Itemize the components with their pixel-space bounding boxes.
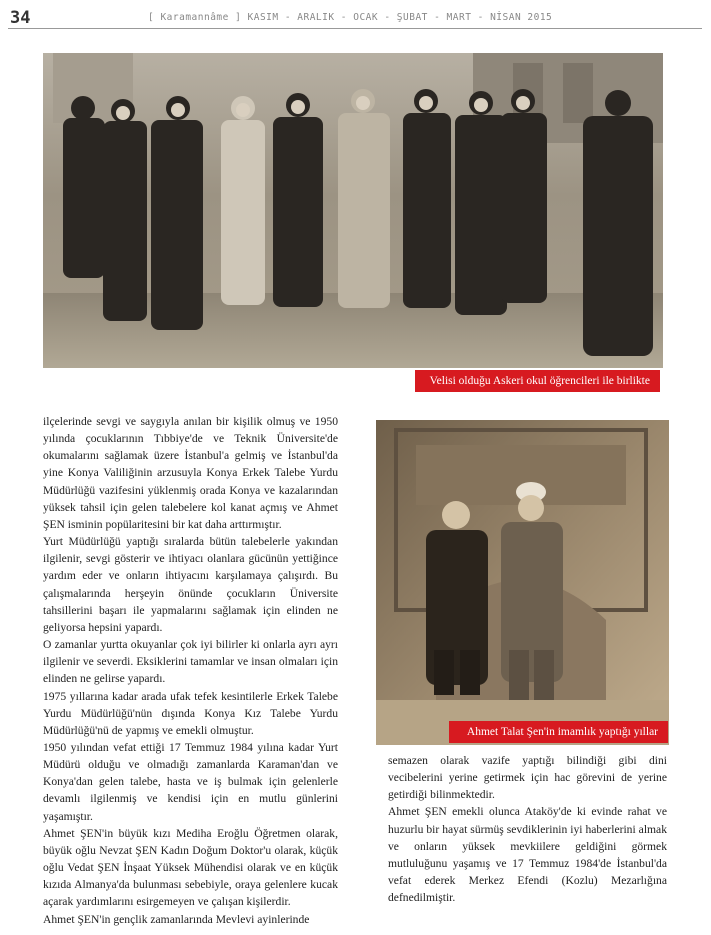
group-photo-caption: Velisi olduğu Askeri okul öğrencileri ile birlikte xyxy=(415,370,660,392)
running-title: [ Karamannâme ] KASIM - ARALIK - OCAK - ŞUBAT - MART - NİSAN 2015 xyxy=(148,12,553,23)
group-photo xyxy=(43,53,663,368)
paragraph: Ahmet ŞEN emekli olunca Ataköy'de ki evinde rahat ve huzurlu bir hayat sürmüş sevdiklerinin iyi haberlerini almak ve onların yüksek mevkiilere geldiğini görmek mutluluğunu yaşamış ve 17 Temmuz 1984'de İstanbul'da vefat ederek Merkez Efendi (Kozlu) Mezarlığına defnedilmiştir. xyxy=(388,805,667,905)
paragraph: Yurt Müdürlüğü yaptığı sıralarda bütün talebelerle yakından ilgilenir, sevgi gösterir ve ihtiyacı olanlara gücünün yettiğince yardım eder ve onların ihtiyacını karşılamaya çalışırdı. Bu çalışmalarında herşeyin önünde çocukların Üniversite tahsillerini başarı ile yapmalarını sağlamak için elinden ne geliyorsa hepsini yapardı. xyxy=(43,535,338,634)
page-header xyxy=(0,0,711,30)
header-rule xyxy=(8,28,702,29)
portrait-photo-caption: Ahmet Talat Şen'in imamlık yaptığı yıllar xyxy=(449,721,668,743)
article-right-column xyxy=(388,752,667,906)
paragraph: 1950 yılından vefat ettiği 17 Temmuz 1984 yılına kadar Yurt Müdürü olduğu ve olmadığı zamanlarda Karaman'dan ve Konya'dan gelen talebe, hasta ve iş bulmak için gelenlerle devamlı ilgilenmiş ve kendisi için en mutlu günlerini yaşamıştır. xyxy=(43,740,338,823)
paragraph: semazen olarak vazife yaptığı bilindiği gibi dini vecibelerini yerine getirmek için hac görevini de yerine getirdiği bilinmektedir. xyxy=(388,754,667,802)
paragraph: Ahmet ŞEN'in büyük kızı Mediha Eroğlu Öğretmen olarak, büyük oğlu Nevzat ŞEN Kadın Doğum Doktor'u olarak, küçük oğlu Vedat ŞEN İnşaat Yüksek Mühendisi olarak ve en küçük kızıda Almanya'da bulunması sebebiyle, oraya gelenlere kucak açarak yardımlarını esirgemeyen ve çalışan kişilerdir. xyxy=(43,826,338,909)
portrait-photo xyxy=(376,420,669,745)
paragraph: Ahmet ŞEN'in gençlik zamanlarında Mevlevi ayinlerinde xyxy=(43,912,310,926)
paragraph: O zamanlar yurtta okuyanlar çok iyi bilirler ki onlarla ayrı ayrı ilgilenir ve severdi. Eksiklerini tamamlar ve insan olmaları için elinden ne gelirse yapardı. xyxy=(43,638,338,686)
page-number: 34 xyxy=(10,8,31,28)
paragraph: ilçelerinde sevgi ve saygıyla anılan bir kişilik olmuş ve 1950 yılında çocuklarının Tıbbiye'de ve Teknik Üniversite'de okumalarını sağlamak üzere İstanbul'a gelmiş ve İstanbul'da yine Konya Valiliğinin arzusuyla Konya Erkek Talebe Yurdu Müdürlüğü vazifesini yüklenmiş orada Konya ve kazalarından yüksek tahsil için gelen talebelere kol kanat açmış ve Ahmet ŞEN isminin popülaritesini bir kat daha arttırmıştır. xyxy=(43,415,338,531)
paragraph: 1975 yıllarına kadar arada ufak tefek kesintilerle Erkek Talebe Yurdu Müdürlüğü'nün dışında Konya Kız Talebe Yurdu Müdürlüğü'nü de yapmış ve emekli olmuştur. xyxy=(43,689,338,737)
article-left-column xyxy=(43,413,338,928)
